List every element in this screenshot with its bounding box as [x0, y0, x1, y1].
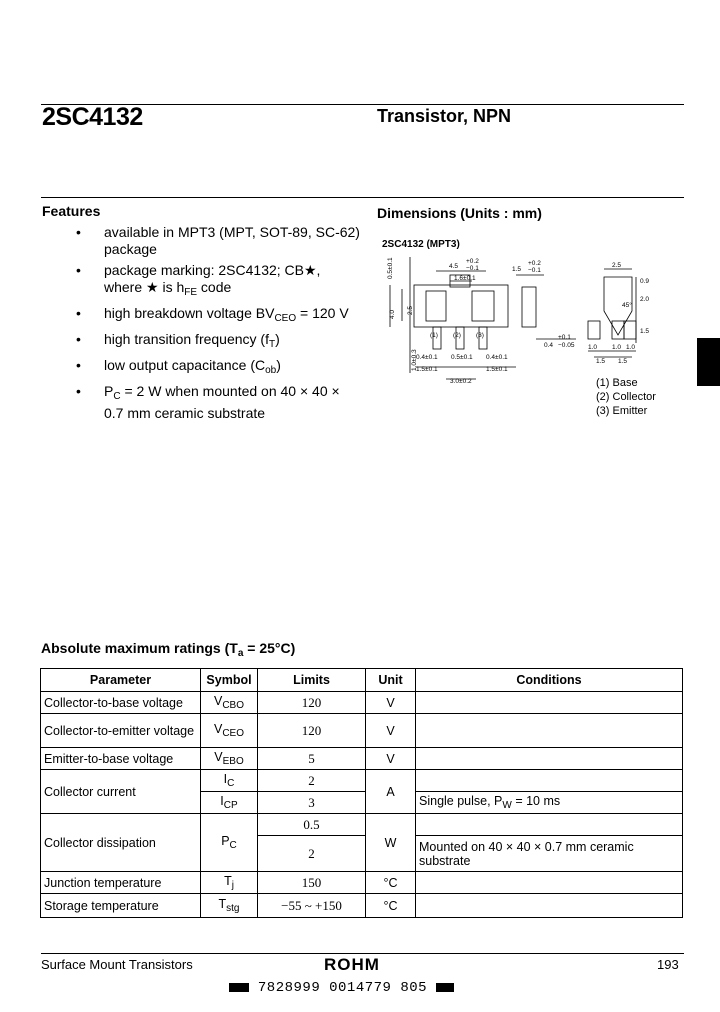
col-conditions: Conditions: [416, 669, 683, 692]
dim-label: 2.0: [640, 296, 650, 303]
package-label: 2SC4132 (MPT3): [382, 239, 460, 250]
dim-label: 1.0: [626, 344, 636, 351]
feature-item: • high breakdown voltage $BV_{CEO} = 120$ V: [76, 305, 349, 324]
dim-label: 0.9: [640, 278, 650, 285]
features-heading: Features: [42, 203, 101, 219]
part-number: 2SC4132: [42, 103, 143, 131]
dim-label: (3): [476, 332, 484, 339]
barcode-line: [229, 980, 454, 996]
ratings-heading: Absolute maximum ratings $(T_a = 25^\circ C)$: [41, 640, 296, 659]
table-row: Emitter-to-base voltage $V_{EBO}$ 5 V: [41, 748, 683, 770]
feature-item: • high transition frequency $(f_T)$: [76, 331, 280, 350]
dim-label: 4.0: [389, 309, 396, 319]
dim-label: 2.5: [612, 262, 622, 269]
dim-label: +0.1: [558, 334, 571, 341]
dim-label: 1.0: [588, 344, 598, 351]
dimensions-heading: Dimensions (Units : mm): [377, 205, 542, 221]
dim-label: 0.5±0.1: [451, 354, 473, 361]
dim-label: 1.5±0.1: [486, 366, 508, 373]
table-row: Collector current $I_C$ 2 A: [41, 770, 683, 792]
dim-label: 0.4±0.1: [486, 354, 508, 361]
dim-label: 1.6±0.1: [454, 275, 476, 282]
barcode-block-icon: [229, 983, 249, 992]
dim-label: +0.2: [466, 258, 479, 265]
table-row: Junction temperature $T_j$ 150 °C: [41, 872, 683, 894]
dim-label: 2.5: [407, 305, 414, 315]
dim-label: (1): [430, 332, 438, 339]
dim-label: −0.1: [466, 265, 479, 272]
dim-label: 1.5±0.1: [416, 366, 438, 373]
rohm-logo: ROHM: [324, 955, 380, 974]
barcode-block-icon: [436, 983, 454, 992]
dim-label: 0.4: [544, 342, 554, 349]
package-dimension-drawing: [376, 255, 696, 385]
col-symbol: Symbol: [201, 669, 258, 692]
barcode-text: 7828999 0014779 805: [257, 980, 428, 996]
dim-label: 1.0±0.3: [411, 349, 418, 371]
table-row: Storage temperature $T_{stg}$ −55 ~ +150 °C: [41, 894, 683, 918]
dim-label: 1.5: [640, 328, 650, 335]
table-row: Collector dissipation $P_C$ 0.5 W: [41, 814, 683, 836]
pin-emitter: (3) Emitter: [596, 405, 648, 417]
section-tab-marker: [697, 338, 720, 386]
pin-base: (1) Base: [596, 377, 638, 389]
features-list: [42, 224, 362, 426]
table-header-row: [41, 669, 683, 692]
page-number: 193: [657, 957, 679, 972]
dim-label: 1.5: [618, 358, 628, 365]
col-parameter: Parameter: [41, 669, 201, 692]
device-type: Transistor, NPN: [377, 106, 512, 126]
dim-label: 1.5: [596, 358, 606, 365]
col-unit: Unit: [366, 669, 416, 692]
feature-item: • package marking: 2SC4132; CB★, where ★ is $h_{FE}$ code: [76, 262, 321, 298]
dim-label: 0.5±0.1: [387, 257, 394, 279]
pin-collector: (2) Collector: [596, 391, 656, 403]
ratings-table: [40, 668, 683, 918]
pin-list: [596, 376, 656, 418]
dim-label: 1.5: [512, 266, 522, 273]
table-row: $I_{CP}$ 3 Single pulse, $P_W = 10$ ms: [41, 792, 683, 814]
feature-item: • low output capacitance $(C_{ob})$: [76, 357, 281, 376]
table-row: Collector-to-base voltage $V_{CBO}$ 120 V: [41, 692, 683, 714]
footer-rule: [41, 953, 684, 954]
table-row: Collector-to-emitter voltage $V_{CEO}$ 120 V: [41, 714, 683, 748]
footer-section-title: Surface Mount Transistors: [41, 957, 193, 972]
dim-label: 0.4±0.1: [416, 354, 438, 361]
features-rule: [41, 197, 684, 198]
feature-item: • available in MPT3 (MPT, SOT-89, SC-62) package: [76, 224, 360, 257]
dim-label: 4.5: [449, 263, 459, 270]
col-limits: Limits: [258, 669, 366, 692]
dim-label: 1.0: [612, 344, 622, 351]
dim-label: (2): [453, 332, 461, 339]
dim-label: 3.0±0.2: [450, 378, 472, 385]
dim-label: −0.05: [558, 342, 575, 349]
table-row: 2 Mounted on 40 × 40 × 0.7 mm ceramic substrate: [41, 836, 683, 872]
dim-label: +0.2: [528, 260, 541, 267]
dim-label: −0.1: [528, 267, 541, 274]
dim-label: 45°: [622, 302, 632, 309]
feature-item: • $P_C = 2$ W when mounted on 40 × 40 × 0.7 mm ceramic substrate: [76, 383, 340, 421]
